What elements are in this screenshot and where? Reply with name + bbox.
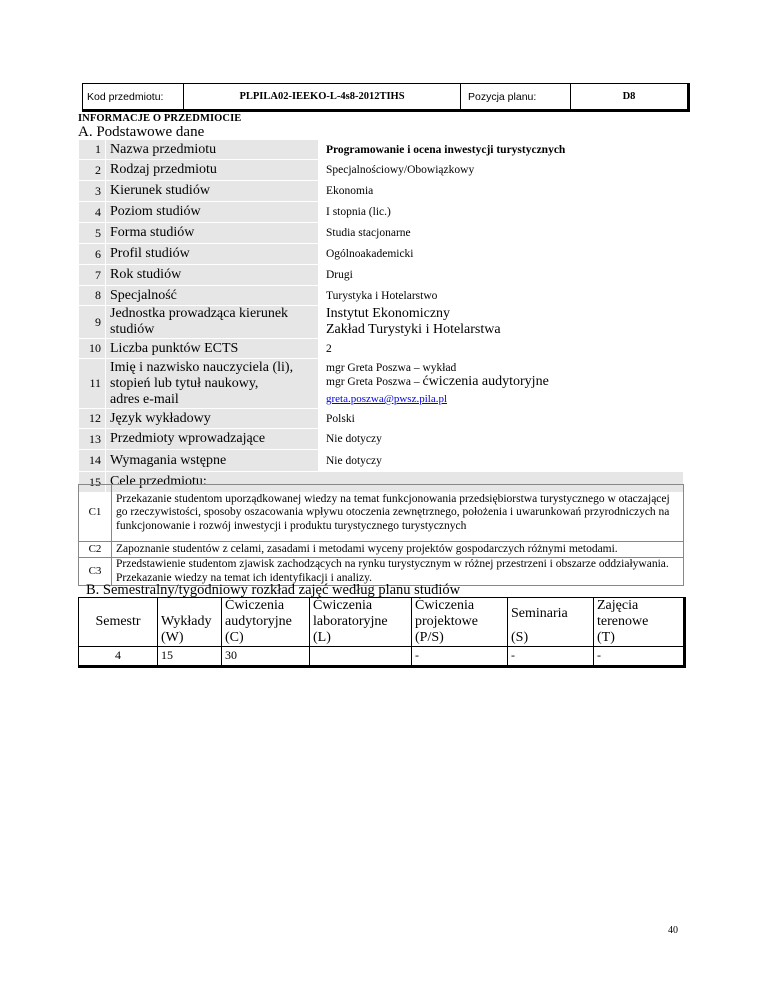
- header-wyklady: [158, 598, 222, 647]
- header-line: Zajęcia: [597, 598, 639, 613]
- row-label: Profil studiów: [106, 244, 319, 265]
- header-line: projektowe: [415, 614, 478, 629]
- row-value: Turystyka i Hotelarstwo: [319, 286, 684, 306]
- header-line: Ćwiczenia: [415, 598, 475, 613]
- header-laboratoryjne: [310, 598, 412, 647]
- row-value: Ekonomia: [319, 181, 684, 202]
- table-row: [79, 286, 684, 306]
- table-row: [79, 359, 684, 409]
- header-line: Ćwiczenia: [313, 598, 373, 613]
- basic-data-table: [78, 139, 684, 493]
- schedule-values-row: [79, 647, 685, 667]
- header-terenowe: [594, 598, 685, 647]
- header-line: laboratoryjne: [313, 614, 388, 629]
- row-label: [106, 359, 319, 409]
- value-wyklady: 15: [158, 647, 222, 667]
- row-label: Wymagania wstępne: [106, 450, 319, 472]
- header-line: Wykłady: [161, 614, 212, 629]
- table-row: [79, 265, 684, 286]
- schedule-header-row: [79, 598, 685, 647]
- row-value: Programowanie i ocena inwestycji turystycznych: [319, 140, 684, 160]
- section-a-title: A. Podstawowe dane: [78, 124, 205, 140]
- row-number: 6: [79, 244, 106, 265]
- teacher-name: mgr Greta Poszwa –: [326, 376, 423, 388]
- header-line: (C): [225, 630, 244, 645]
- header-seminaria: [508, 598, 594, 647]
- row-value: [319, 306, 684, 339]
- row-number: 3: [79, 181, 106, 202]
- row-label-line: studiów: [110, 322, 155, 337]
- header-line: (T): [597, 630, 615, 645]
- row-number: 5: [79, 223, 106, 244]
- table-row: [79, 409, 684, 429]
- row-value-line: Zakład Turystyki i Hotelarstwa: [326, 322, 501, 337]
- header-audytoryjne: [222, 598, 310, 647]
- row-label: [106, 306, 319, 339]
- row-value-line: [326, 375, 683, 389]
- row-value-line: [326, 392, 683, 406]
- header-projektowe: [412, 598, 508, 647]
- row-value-line: mgr Greta Poszwa – wykład: [326, 362, 457, 374]
- header-line: (S): [511, 630, 529, 645]
- header-semestr: Semestr: [79, 598, 158, 647]
- row-value: Specjalnościowy/Obowiązkowy: [319, 160, 684, 181]
- header-line: (W): [161, 630, 184, 645]
- row-label-line: Imię i nazwisko nauczyciela (li),: [110, 359, 294, 375]
- goal-text: Przekazanie studentom uporządkowanej wiedzy na temat funkcjonowania przedsiębiorstwa turystycznego w otaczającej go rzeczywistości, sposoby oszacowania wpływu otoczenia zewnętrznego, położenia i uwarunkowań przyrodniczych na funkcjonowanie i rozwój inwestycji i produktu turystycznego turystycznych: [112, 485, 684, 542]
- goal-row: [79, 485, 684, 542]
- row-value: Nie dotyczy: [319, 429, 684, 450]
- row-label: Rok studiów: [106, 265, 319, 286]
- goal-row: [79, 542, 684, 558]
- row-label-line: Jednostka prowadząca kierunek: [110, 306, 289, 321]
- row-label: Poziom studiów: [106, 202, 319, 223]
- table-row: [79, 429, 684, 450]
- row-value: Studia stacjonarne: [319, 223, 684, 244]
- header-line: (P/S): [415, 630, 444, 645]
- row-label: Forma studiów: [106, 223, 319, 244]
- row-value: I stopnia (lic.): [319, 202, 684, 223]
- row-number: 7: [79, 265, 106, 286]
- row-value: 2: [319, 339, 684, 359]
- row-label-line: stopień lub tytuł naukowy,: [110, 375, 259, 391]
- table-row: [79, 140, 684, 160]
- row-label: Specjalność: [106, 286, 319, 306]
- row-value: Ogólnoakademicki: [319, 244, 684, 265]
- page-number: 40: [668, 925, 678, 936]
- value-seminaria: -: [508, 647, 594, 667]
- plan-position-label: Pozycja planu:: [461, 84, 571, 111]
- info-title: INFORMACJE O PRZEDMIOCIE: [78, 113, 242, 124]
- value-laboratoryjne: [310, 647, 412, 667]
- row-label: Liczba punktów ECTS: [106, 339, 319, 359]
- row-label: Kierunek studiów: [106, 181, 319, 202]
- header-line: Ćwiczenia: [225, 598, 285, 613]
- row-value: Nie dotyczy: [319, 450, 684, 472]
- table-row: [79, 306, 684, 339]
- table-row: [79, 339, 684, 359]
- value-audytoryjne: 30: [222, 647, 310, 667]
- row-number: 1: [79, 140, 106, 160]
- row-label: Przedmioty wprowadzające: [106, 429, 319, 450]
- row-number: 15: [79, 472, 106, 493]
- value-terenowe: -: [594, 647, 685, 667]
- row-value: Polski: [319, 409, 684, 429]
- header-line: Seminaria: [511, 606, 568, 621]
- header-line: audytoryjne: [225, 614, 292, 629]
- table-row: [79, 202, 684, 223]
- row-value: [319, 359, 684, 409]
- teacher-email-link[interactable]: greta.poszwa@pwsz.pila.pl: [326, 393, 448, 405]
- row-value: Drugi: [319, 265, 684, 286]
- course-goals-table: [78, 484, 684, 586]
- table-row: [79, 450, 684, 472]
- plan-position-value: D8: [622, 91, 636, 102]
- table-row: [79, 181, 684, 202]
- row-label: Rodzaj przedmiotu: [106, 160, 319, 181]
- row-number: 14: [79, 450, 106, 472]
- row-number: 11: [79, 359, 106, 409]
- table-row: [79, 160, 684, 181]
- course-header: [82, 83, 690, 112]
- row-label: Język wykładowy: [106, 409, 319, 429]
- row-number: 10: [79, 339, 106, 359]
- row-number: 2: [79, 160, 106, 181]
- goal-code: C1: [79, 485, 112, 542]
- teacher-role: ćwiczenia audytoryjne: [422, 374, 549, 389]
- row-label-line: adres e-mail: [110, 391, 179, 407]
- goal-code: C3: [79, 558, 112, 586]
- header-line: (L): [313, 630, 331, 645]
- course-code-label: Kod przedmiotu:: [83, 84, 184, 111]
- course-code-value: PLPILA02-IEEKO-L-4s8-2012TIHS: [184, 84, 461, 111]
- row-label: Cele przedmiotu:: [106, 472, 684, 493]
- table-row: [79, 223, 684, 244]
- row-number: 12: [79, 409, 106, 429]
- row-value-line: Instytut Ekonomiczny: [326, 306, 451, 321]
- row-number: 8: [79, 286, 106, 306]
- row-number: 13: [79, 429, 106, 450]
- table-row: [79, 244, 684, 265]
- section-b-title: B. Semestralny/tygodniowy rozkład zajęć według planu studiów: [86, 582, 461, 598]
- goal-text: Przedstawienie studentom zjawisk zachodzących na rynku turystycznym w różnej przestrzeni i obszarze oddziaływania. Przekazanie wiedzy na temat ich identyfikacji i analizy.: [112, 558, 684, 586]
- row-number: 9: [79, 306, 106, 339]
- header-line: terenowe: [597, 614, 649, 629]
- row-label: Nazwa przedmiotu: [106, 140, 319, 160]
- value-semestr: 4: [79, 647, 158, 667]
- goal-text: Zapoznanie studentów z celami, zasadami i metodami wyceny projektów gospodarczych różnymi metodami.: [112, 542, 684, 558]
- schedule-table: [78, 597, 686, 668]
- row-number: 4: [79, 202, 106, 223]
- value-projektowe: -: [412, 647, 508, 667]
- goal-code: C2: [79, 542, 112, 558]
